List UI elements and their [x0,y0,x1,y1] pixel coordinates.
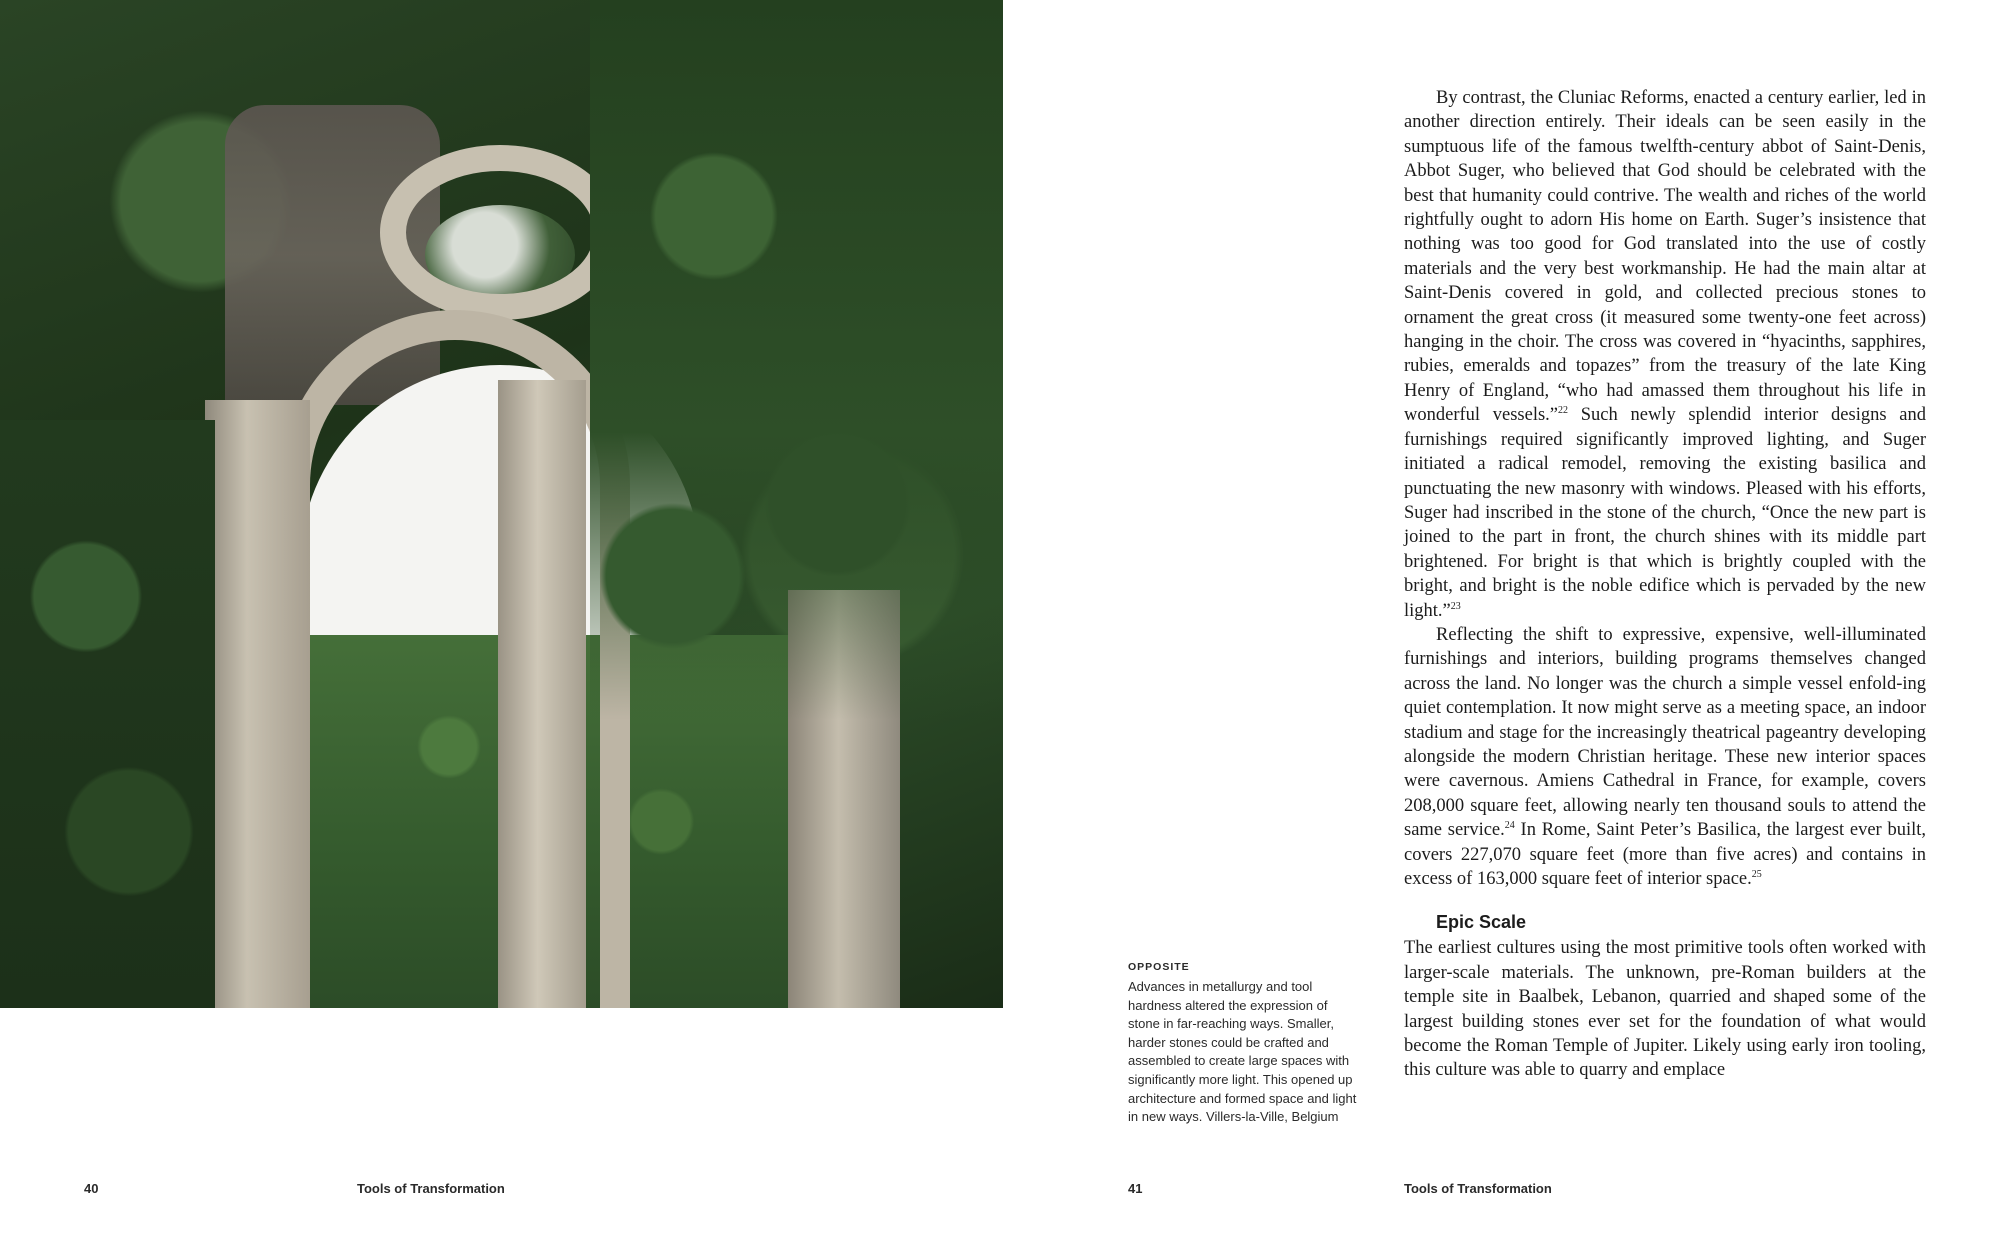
paragraph-1-text-a: By contrast, the Cluniac Reforms, enacted a century earlier, led in another direction entirely. Their ideals can be seen easily in the sumptuous life of the famous twelfth-century abbot of Saint-Denis, Abbot Suger, who believed that God should be celebrated with the best that humanity could contrive. The wealth and riches of the world rightfully ought to adorn His home on Earth. Suger’s insistence that nothing was too good for God translated into the use of costly materials and the very best workmanship. He had the main altar at Saint-Denis covered in gold, and collected precious stones to ornament the great cross (it measured some twenty-one feet across) hanging in the choir. The cross was covered in “hyacinths, sapphires, rubies, emeralds and topazes” from the treasury of the late King Henry of England, “who had amassed them throughout his life in wonderful vessels.” [1404,88,1926,426]
photo-caption [1128,960,1358,1127]
footnote-marker-22: 22 [1558,405,1569,417]
rose-window-frame [380,145,620,320]
left-pillar [205,400,310,1008]
paragraph-2-text-a: Reflecting the shift to expressive, expensive, well-illuminated furnishings and interiors, building programs themselves changed across the land. No longer was the church a simple vessel enfold-ing quiet contemplation. It now might serve as a meeting space, an indoor stadium and stage for the increasingly theatrical pageantry developing alongside the modern Christian heritage. These new interior spaces were cavernous. Amiens Cathedral in France, for example, covers 208,000 square feet, allowing nearly ten thousand souls to attend the same service. [1404,624,1926,841]
footnote-marker-24: 24 [1504,820,1515,832]
middle-pillar [498,380,586,1008]
paragraph-2-text-b: In Rome, Saint Peter’s Basilica, the largest ever built, covers 227,070 square feet (more than five acres) and contains in excess of 163,000 square feet of interior space. [1404,820,1926,889]
paragraph-1-text-b: Such newly splendid interior designs and furnishings required significantly improved lighting, and Suger initiated a radical remodel, removing the existing basilica and punctuating the new masonry with windows. Pleased with his efforts, Suger had inscribed in the stone of the church, “Once the new part is joined to the part in front, the church shines with its middle part brightened. For bright is that which is brightly coupled with the bright, and bright is the noble edifice which is pervaded by the new light.” [1404,405,1926,621]
running-title-left: Tools of Transformation [357,1181,505,1196]
caption-text: Advances in metallurgy and tool hardness altered the expression of stone in far-reaching ways. Smaller, harder stones could be crafted and assembled to create large spaces with significantly more light. This opened up architecture and formed space and light in new ways. Villers-la-Ville, Belgium [1128,979,1357,1125]
section-heading-text: Epic Scale [1436,912,1527,933]
paragraph-3: The earliest cultures using the most primitive tools often worked with larger-scale materials. The unknown, pre-Roman builders at the temple site in Baalbek, Lebanon, quarried and shaped some of the largest building stones ever set for the foundation of what would become the Roman Temple of Jupiter. Likely using early iron tooling, this culture was able to quarry and emplace [1404,938,1926,1081]
footnote-marker-23: 23 [1450,600,1461,612]
page-number-right: 41 [1128,1181,1143,1196]
caption-label: OPPOSITE [1128,961,1190,973]
page-number-left: 40 [84,1181,99,1196]
ivy-right [590,0,1003,720]
paragraph-1 [1404,86,1926,623]
right-page [1000,0,2000,1254]
running-title-right: Tools of Transformation [1404,1181,1552,1196]
section-heading [1436,910,1926,934]
footnote-marker-25: 25 [1751,868,1762,880]
body-text [1404,86,1926,1083]
ruined-arch-photo [0,0,1003,1008]
paragraph-2 [1404,623,1926,891]
ivy-left [0,420,215,1008]
